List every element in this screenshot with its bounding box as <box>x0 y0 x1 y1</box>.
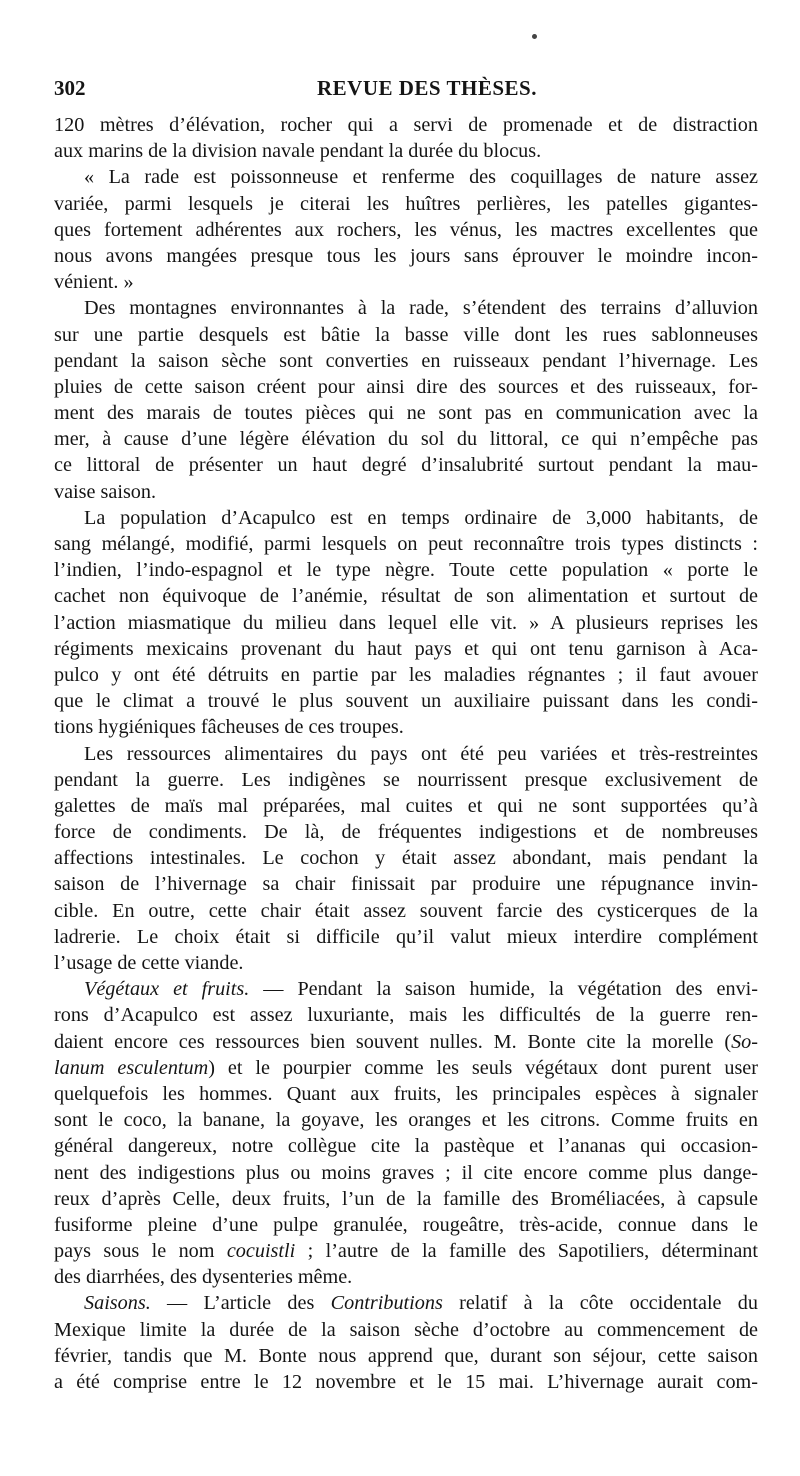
text-line <box>54 374 758 400</box>
text-line <box>54 845 758 871</box>
italic-text: lanum esculentum <box>54 1056 209 1079</box>
text-line <box>54 243 758 269</box>
text-segment: cible. En outre, cette chair était assez souvent farcie des cysticerques de la <box>54 899 758 922</box>
text-line <box>54 1133 758 1159</box>
italic-text: Contributions <box>330 1292 443 1315</box>
text-line <box>54 1264 758 1290</box>
text-line <box>54 1238 758 1264</box>
text-line <box>54 636 758 662</box>
text-line <box>54 531 758 557</box>
text-segment: 120 mètres d’élévation, rocher qui a servi de promenade et de distraction <box>54 114 758 136</box>
italic-text: cocuistli <box>226 1240 296 1263</box>
italic-text: Saisons. <box>84 1292 151 1315</box>
text-line <box>54 950 758 976</box>
text-segment: nent des indigestions plus ou moins graves ; il cite encore comme plus dange- <box>54 1161 758 1184</box>
text-segment: pays sous le nom <box>54 1240 227 1263</box>
page-header <box>54 76 754 106</box>
text-line <box>54 924 758 950</box>
text-line <box>54 767 758 793</box>
text-line <box>54 164 758 190</box>
text-line <box>54 138 758 164</box>
text-line <box>54 1343 758 1369</box>
text-line <box>54 217 758 243</box>
text-segment: ) et le pourpier comme les seuls végétaux dont purent user <box>208 1056 758 1079</box>
text-segment: fusiforme pleine d’une pulpe granulée, rougeâtre, très-acide, connue dans le <box>54 1213 758 1236</box>
text-line <box>54 295 758 321</box>
text-segment: relatif à la côte occidentale du <box>442 1292 758 1315</box>
text-line <box>54 871 758 897</box>
text-segment: que le climat a trouvé le plus souvent un auxiliaire puissant dans les condi- <box>54 690 758 713</box>
text-line <box>54 688 758 714</box>
text-line <box>54 898 758 924</box>
ink-dot <box>532 34 537 39</box>
text-line <box>54 1317 758 1343</box>
running-title: REVUE DES THÈSES. <box>317 76 537 100</box>
text-segment: ; l’autre de la famille des Sapotiliers, déterminant <box>295 1240 758 1263</box>
text-segment: reux d’après Celle, deux fruits, l’un de la famille des Broméliacées, à capsule <box>54 1187 758 1210</box>
text-segment: La population d’Acapulco est en temps ordinaire de 3,000 habitants, de <box>84 506 758 529</box>
text-segment: cachet non équivoque de l’anémie, résultat de son alimentation et surtout de <box>54 585 758 608</box>
text-line <box>54 819 758 845</box>
text-segment: — L’article des <box>150 1292 331 1315</box>
italic-text: Végétaux et fruits. <box>84 978 250 1001</box>
text-segment: a été comprise entre le 12 novembre et le 15 mai. L’hivernage aurait com- <box>54 1371 758 1393</box>
text-segment: pulco y ont été détruits en partie par les maladies régnantes ; il faut avouer <box>54 663 758 686</box>
text-segment: sur une partie desquels est bâtie la basse ville dont les rues sablonneuses <box>54 323 758 346</box>
text-line <box>54 741 758 767</box>
text-segment: rons d’Acapulco est assez luxuriante, mais les difficultés de la guerre ren- <box>54 1004 758 1027</box>
text-line <box>54 610 758 636</box>
text-segment: aux marins de la division navale pendant la durée du blocus. <box>54 140 542 163</box>
text-segment: général dangereux, notre collègue cite la pastèque et l’ananas qui occasion- <box>54 1135 758 1158</box>
text-segment: pendant la saison sèche sont converties en ruisseaux pendant l’hivernage. Les <box>54 349 758 372</box>
text-segment: ce littoral de présenter un haut degré d’insalubrité surtout pendant la mau- <box>54 454 758 477</box>
text-segment: Mexique limite la durée de la saison sèche d’octobre au commencement de <box>54 1318 758 1341</box>
text-line <box>54 1055 758 1081</box>
text-line <box>54 400 758 426</box>
text-line <box>54 1212 758 1238</box>
text-segment: force de condiments. De là, de fréquentes indigestions et de nombreuses <box>54 821 758 844</box>
text-segment: pluies de cette saison créent pour ainsi dire des sources et des ruisseaux, for- <box>54 375 758 398</box>
text-line <box>54 269 758 295</box>
text-segment: sang mélangé, modifié, parmi lesquels on peut reconnaître trois types distincts : <box>54 533 758 555</box>
text-segment: l’indien, l’indo-espagnol et le type nègre. Toute cette population « porte le <box>54 559 758 582</box>
text-segment: « La rade est poissonneuse et renferme des coquillages de nature assez <box>84 166 758 189</box>
text-line <box>54 322 758 348</box>
text-segment: — Pendant la saison humide, la végétation des envi- <box>249 978 758 1001</box>
text-segment: vénient. » <box>54 271 134 294</box>
text-line <box>54 426 758 452</box>
text-segment: pendant la guerre. Les indigènes se nourrissent presque exclusivement de <box>54 768 758 791</box>
text-line <box>54 479 758 505</box>
text-segment: nous avons mangées presque tous les jours sans éprouver le moindre incon- <box>54 244 758 267</box>
text-line <box>54 191 758 217</box>
text-line <box>54 557 758 583</box>
text-segment: ladrerie. Le choix était si difficile qu’il valut mieux interdire complément <box>54 925 758 948</box>
text-line <box>54 662 758 688</box>
text-line <box>54 1369 758 1395</box>
text-segment: quelquefois les hommes. Quant aux fruits, les principales espèces à signaler <box>54 1082 758 1105</box>
text-line <box>54 976 758 1002</box>
text-segment: régiments mexicains provenant du haut pays et qui ont tenu garnison à Aca- <box>54 637 758 660</box>
italic-text: So- <box>731 1030 758 1053</box>
text-line <box>54 1029 758 1055</box>
text-line <box>54 1290 758 1316</box>
text-segment: saison de l’hivernage sa chair finissait par produire une répugnance invin- <box>54 873 758 896</box>
text-segment: l’action miasmatique du milieu dans lequel elle vit. » A plusieurs reprises les <box>54 611 758 634</box>
text-line <box>54 714 758 740</box>
text-line <box>54 583 758 609</box>
text-segment: tions hygiéniques fâcheuses de ces troupes. <box>54 716 404 739</box>
text-segment: février, tandis que M. Bonte nous apprend que, durant son séjour, cette saison <box>54 1344 758 1367</box>
text-segment: ment des marais de toutes pièces qui ne sont pas en communication avec la <box>54 402 758 425</box>
text-line <box>54 348 758 374</box>
text-segment: daient encore ces ressources bien souvent nulles. M. Bonte cite la morelle ( <box>54 1030 732 1053</box>
text-line <box>54 1002 758 1028</box>
text-line <box>54 1160 758 1186</box>
text-segment: variée, parmi lesquels je citerai les huîtres perlières, les patelles gigantes- <box>54 192 758 215</box>
text-line <box>54 112 758 138</box>
text-segment: Les ressources alimentaires du pays ont été peu variées et très-restreintes <box>84 742 758 765</box>
text-segment: vaise saison. <box>54 480 157 503</box>
text-line <box>54 1081 758 1107</box>
text-line <box>54 793 758 819</box>
page-number: 302 <box>54 76 86 100</box>
body-text <box>54 112 758 1395</box>
text-line <box>54 1107 758 1133</box>
text-segment: l’usage de cette viande. <box>54 952 244 974</box>
text-line <box>54 452 758 478</box>
text-line <box>54 505 758 531</box>
text-line <box>54 1186 758 1212</box>
text-segment: ques fortement adhérentes aux rochers, les vénus, les mactres excellentes que <box>54 218 758 241</box>
text-segment: des diarrhées, des dysenteries même. <box>54 1266 353 1289</box>
text-segment: galettes de maïs mal préparées, mal cuites et qui ne sont supportées qu’à <box>54 794 758 817</box>
text-segment: sont le coco, la banane, la goyave, les oranges et les citrons. Comme fruits en <box>54 1109 758 1132</box>
text-segment: Des montagnes environnantes à la rade, s’étendent des terrains d’alluvion <box>84 297 758 320</box>
text-segment: mer, à cause d’une légère élévation du sol du littoral, ce qui n’empêche pas <box>54 428 758 451</box>
text-segment: affections intestinales. Le cochon y était assez abondant, mais pendant la <box>54 847 758 870</box>
